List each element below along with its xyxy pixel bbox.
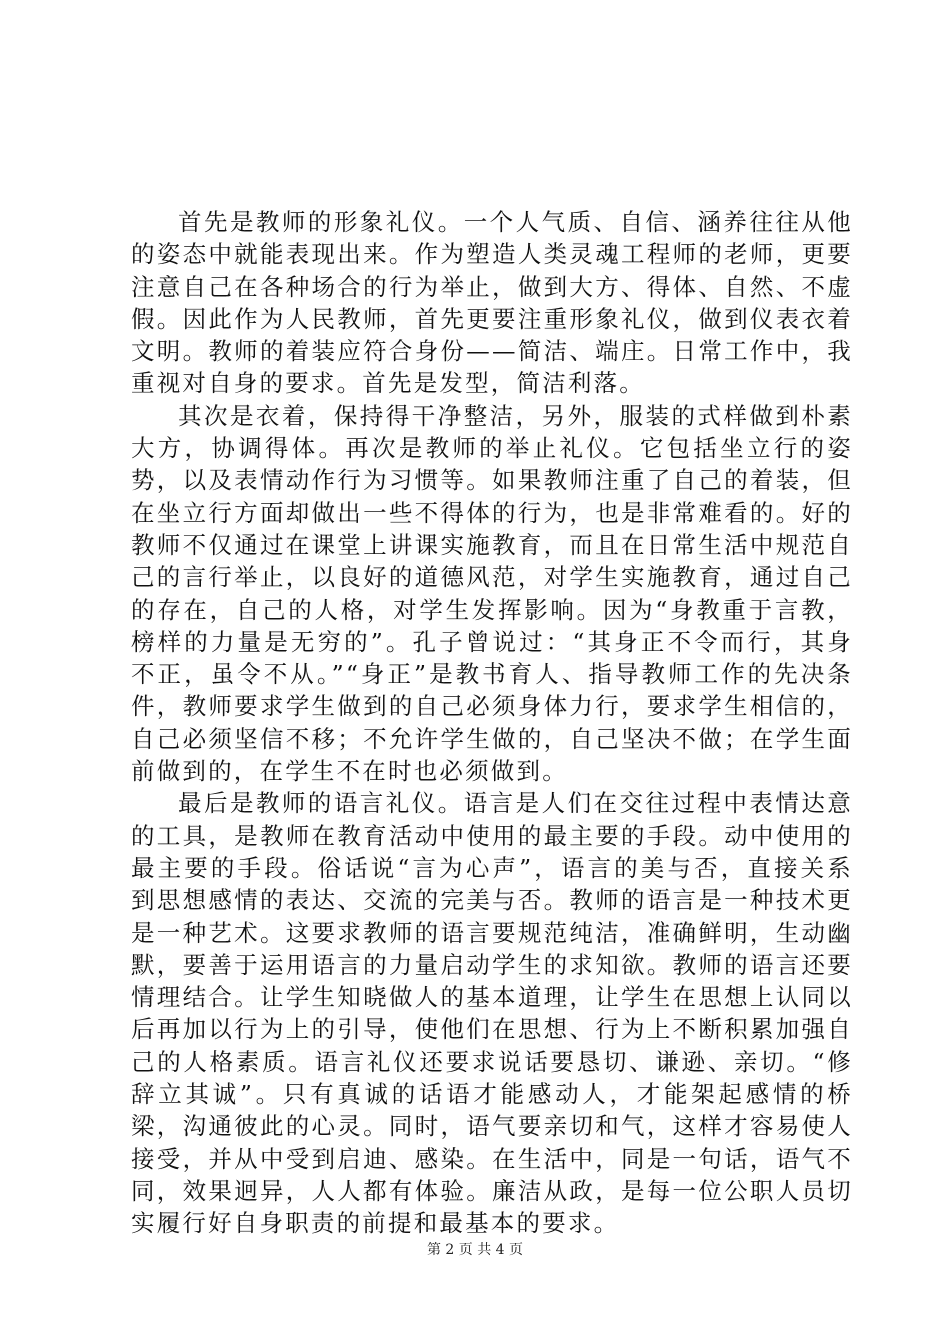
document-body bbox=[131, 206, 853, 1240]
page-number-footer: 第 2 页 共 4 页 bbox=[426, 1242, 524, 1258]
paragraph-language-etiquette: 最后是教师的语言礼仪。语言是人们在交往过程中表情达意的工具，是教师在教育活动中使用的最主要的手段。动中使用的最主要的手段。俗话说“言为心声”，语言的美与否，直接关系到思想感情的表达、交流的完美与否。教师的语言是一种技术更是一种艺术。这要求教师的语言要规范纯洁，准确鲜明，生动幽默，要善于运用语言的力量启动学生的求知欲。教师的语言还要情理结合。让学生知晓做人的基本道理，让学生在思想上认同以后再加以行为上的引导，使他们在思想、行为上不断积累加强自己的人格素质。语言礼仪还要求说话要恳切、谦逊、亲切。“修辞立其诚”。只有真诚的话语才能感动人，才能架起感情的桥梁，沟通彼此的心灵。同时，语气要亲切和气，这样才容易使人接受，并从中受到启迪、感染。在生活中，同是一句话，语气不同，效果迥异，人人都有体验。廉洁从政，是每一位公职人员切实履行好自身职责的前提和最基本的要求。 bbox=[131, 789, 853, 1238]
paragraph-image-etiquette: 首先是教师的形象礼仪。一个人气质、自信、涵养往往从他的姿态中就能表现出来。作为塑造人类灵魂工程师的老师，更要注意自己在各种场合的行为举止，做到大方、得体、自然、不虚假。因此作为人民教师，首先更要注重形象礼仪，做到仪表衣着文明。教师的着装应符合身份——简洁、端庄。日常工作中，我重视对自身的要求。首先是发型，简洁利落。 bbox=[131, 208, 853, 398]
paragraph-behavior-etiquette: 其次是衣着，保持得干净整洁，另外，服装的式样做到朴素大方，协调得体。再次是教师的举止礼仪。它包括坐立行的姿势，以及表情动作行为习惯等。如果教师注重了自己的着装，但在坐立行方面却做出一些不得体的行为，也是非常难看的。好的教师不仅通过在课堂上讲课实施教育，而且在日常生活中规范自己的言行举止，以良好的道德风范，对学生实施教育，通过自己的存在，自己的人格，对学生发挥影响。因为“身教重于言教，榜样的力量是无穷的”。孔子曾说过：“其身正不令而行，其身不正，虽令不从。”“身正”是教书育人、指导教师工作的先决条件，教师要求学生做到的自己必须身体力行，要求学生相信的，自己必须坚信不移；不允许学生做的，自己坚决不做；在学生面前做到的，在学生不在时也必须做到。 bbox=[131, 401, 853, 786]
